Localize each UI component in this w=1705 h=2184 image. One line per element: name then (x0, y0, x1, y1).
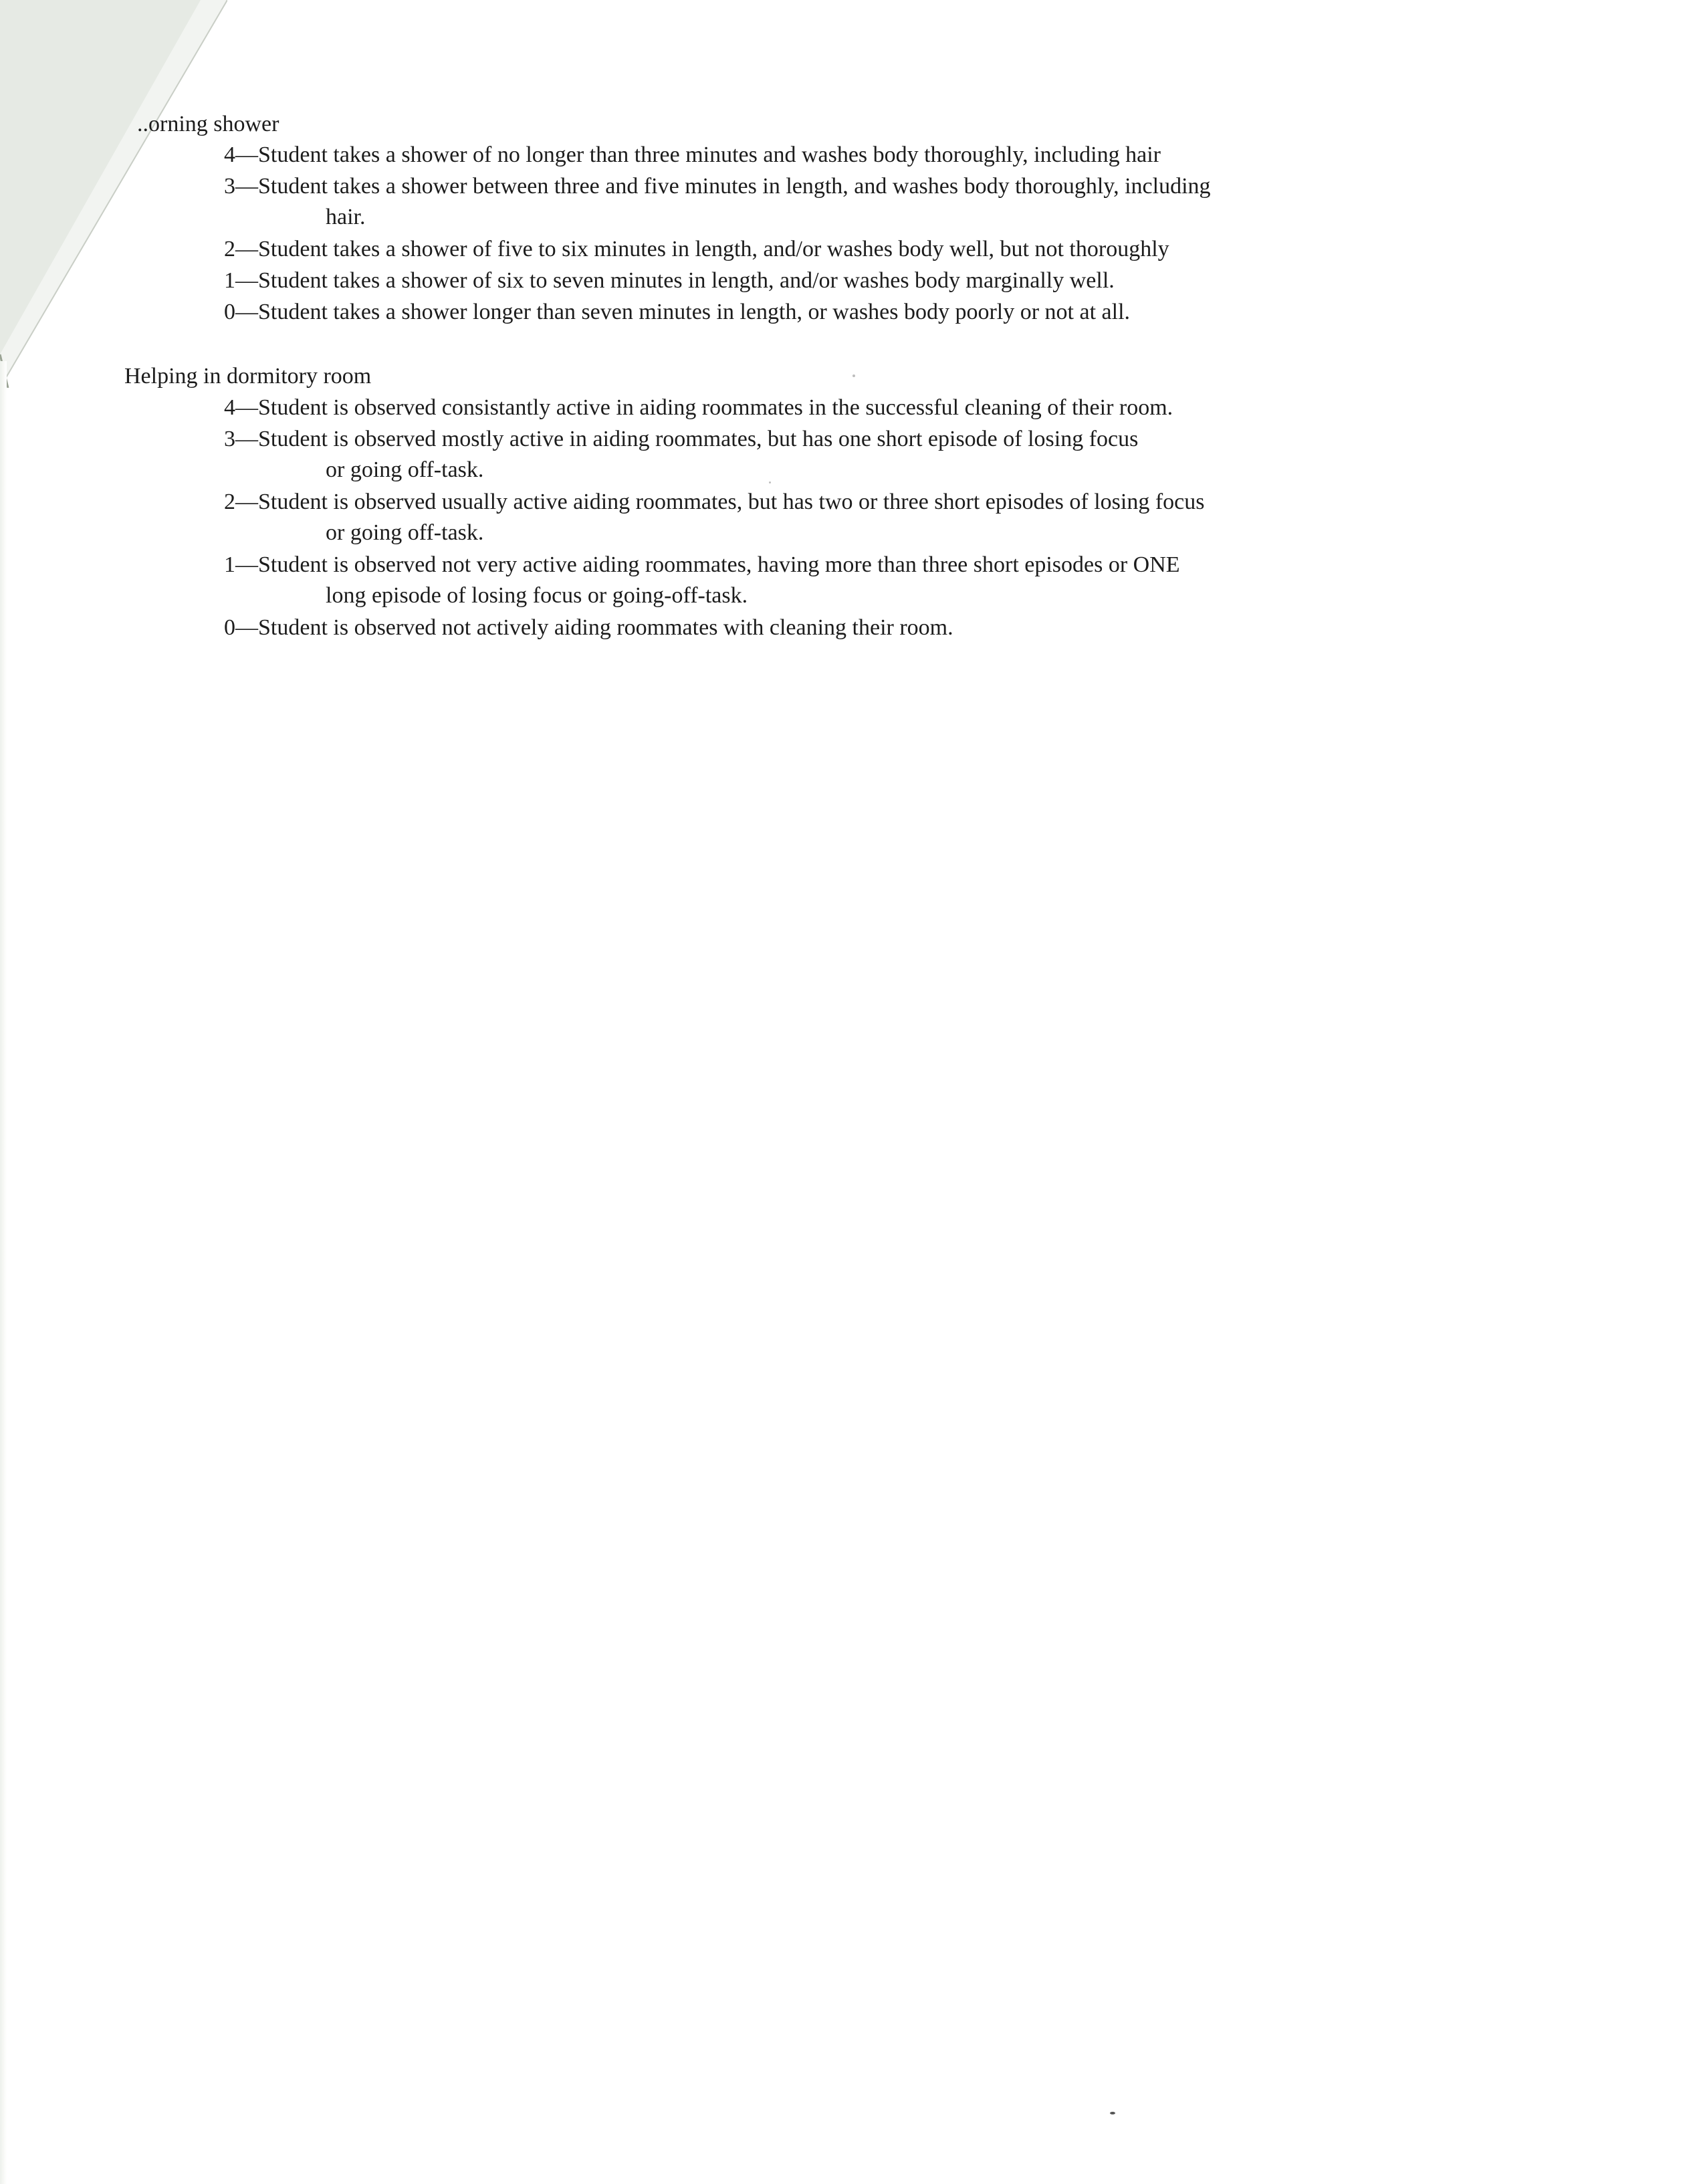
criterion-text: Student takes a shower of no longer than three minutes and washes body thoroughly, including hair (258, 142, 1161, 167)
folded-corner (0, 0, 227, 388)
dash: — (235, 142, 258, 167)
rubric-item-level-3 (224, 424, 1428, 485)
score-level: 1 (224, 268, 235, 293)
criterion-text: Student is observed usually active aiding roommates, but has two or three short episodes of losing focus (258, 489, 1205, 514)
dash: — (235, 489, 258, 514)
page-edge-shadow (0, 361, 7, 2184)
score-level: 4 (224, 395, 235, 420)
dash: — (235, 237, 258, 261)
score-level: 0 (224, 300, 235, 324)
rubric-item-level-4 (224, 393, 1428, 423)
criterion-continuation: hair. (326, 205, 366, 229)
criterion-text: Student takes a shower of six to seven minutes in length, and/or washes body marginally well. (258, 268, 1115, 293)
rubric-item-level-1 (224, 265, 1428, 296)
dash: — (235, 615, 258, 640)
criterion-text: Student is observed not actively aiding roommates with cleaning their room. (258, 615, 953, 640)
dash: — (235, 395, 258, 420)
section-heading: Helping in dormitory room (124, 364, 372, 389)
dash: — (235, 268, 258, 293)
criterion-text: Student is observed consistantly active in aiding roommates in the successful cleaning of their room. (258, 395, 1173, 420)
criterion-text: Student takes a shower of five to six minutes in length, and/or washes body well, but not thoroughly (258, 237, 1169, 261)
rubric-item-level-0 (224, 297, 1428, 328)
score-level: 3 (224, 427, 235, 451)
score-level: 2 (224, 237, 235, 261)
rubric-item-level-1 (224, 550, 1428, 611)
criterion-continuation: long episode of losing focus or going-off-task. (326, 583, 748, 608)
score-level: 4 (224, 142, 235, 167)
rubric-item-level-3 (224, 171, 1428, 233)
criterion-continuation: or going off-task. (326, 457, 484, 482)
criterion-text: Student is observed mostly active in aiding roommates, but has one short episode of losing focus (258, 427, 1139, 451)
score-level: 2 (224, 489, 235, 514)
rubric-item-level-2 (224, 234, 1428, 265)
section-heading: ..orning shower (137, 112, 279, 136)
criterion-text: Student is observed not very active aiding roommates, having more than three short episodes or ONE (258, 552, 1180, 577)
scan-speck (1110, 2112, 1115, 2114)
score-level: 0 (224, 615, 235, 640)
rubric-item-level-0 (224, 613, 1428, 643)
dash: — (235, 300, 258, 324)
dash: — (235, 427, 258, 451)
dash: — (235, 174, 258, 199)
criterion-continuation: or going off-task. (326, 520, 484, 545)
criterion-text: Student takes a shower longer than seven minutes in length, or washes body poorly or not at all. (258, 300, 1131, 324)
criterion-text: Student takes a shower between three and five minutes in length, and washes body thoroughly, including (258, 174, 1211, 199)
scan-speck (852, 374, 855, 377)
score-level: 3 (224, 174, 235, 199)
rubric-item-level-2 (224, 487, 1428, 548)
scan-speck (769, 481, 771, 483)
dash: — (235, 552, 258, 577)
score-level: 1 (224, 552, 235, 577)
rubric-item-level-4 (224, 140, 1428, 171)
